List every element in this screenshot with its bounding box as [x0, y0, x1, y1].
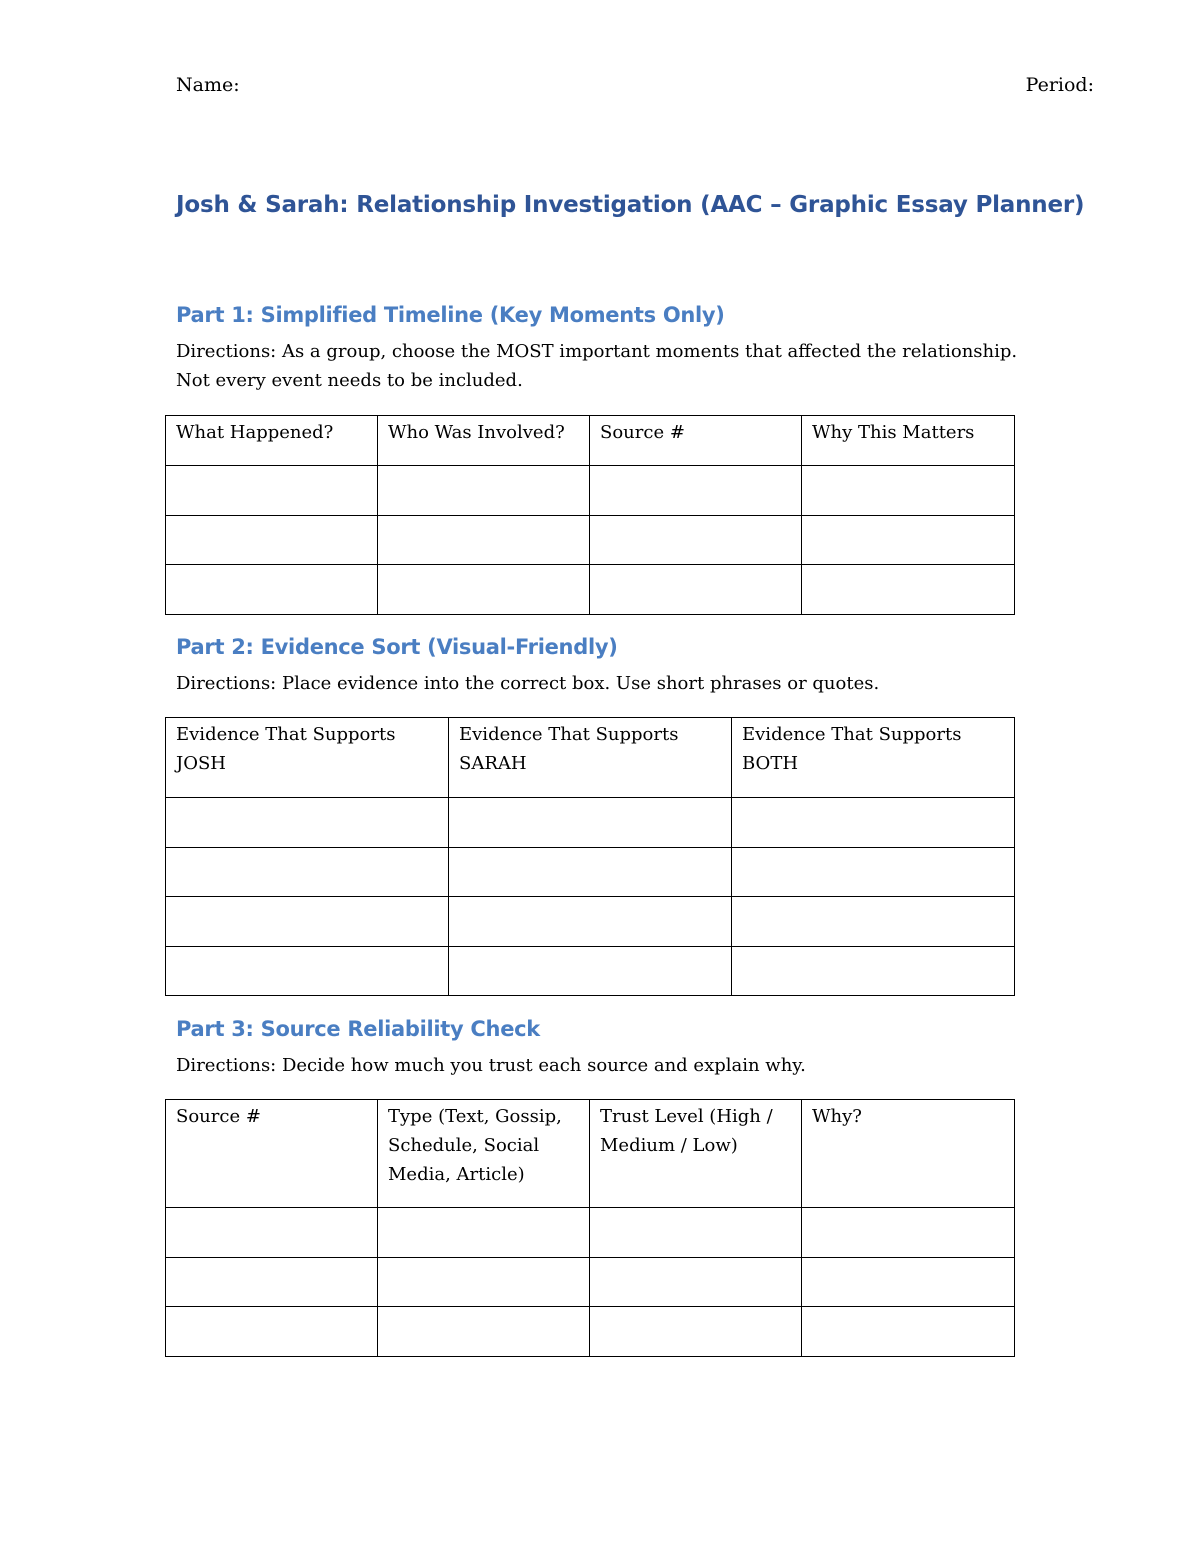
table-cell[interactable] [378, 466, 590, 516]
table-cell[interactable] [166, 947, 449, 996]
part3-heading: Part 3: Source Reliability Check [176, 1017, 540, 1041]
table-cell[interactable] [378, 516, 590, 565]
source-reliability-table [165, 1099, 1015, 1357]
part1-directions-line2: Not every event needs to be included. [176, 370, 523, 391]
timeline-table [165, 415, 1015, 615]
table-row [166, 1208, 1015, 1258]
name-label: Name: [176, 74, 240, 96]
col-header-line: Evidence That Supports [176, 724, 396, 745]
table-cell[interactable] [449, 897, 732, 947]
col-header-source-number: Source # [166, 1100, 378, 1208]
table-row [166, 516, 1015, 565]
table-cell[interactable] [590, 1258, 802, 1307]
period-label: Period: [1025, 74, 1094, 96]
table-cell[interactable] [802, 1307, 1015, 1357]
table-cell[interactable] [449, 848, 732, 897]
col-header-line: BOTH [742, 753, 799, 774]
table-row [166, 897, 1015, 947]
table-row [166, 1258, 1015, 1307]
table-cell[interactable] [166, 1307, 378, 1357]
table-cell[interactable] [802, 1258, 1015, 1307]
table-cell[interactable] [732, 897, 1015, 947]
table-cell[interactable] [378, 1307, 590, 1357]
table-cell[interactable] [732, 798, 1015, 848]
table-cell[interactable] [590, 565, 802, 615]
table-row [166, 798, 1015, 848]
col-header-supports-sarah [449, 718, 732, 798]
col-header-line: SARAH [459, 753, 527, 774]
table-cell[interactable] [166, 1258, 378, 1307]
table-cell[interactable] [590, 466, 802, 516]
part2-heading: Part 2: Evidence Sort (Visual-Friendly) [176, 635, 618, 659]
table-cell[interactable] [378, 565, 590, 615]
col-header-what-happened: What Happened? [166, 416, 378, 466]
table-cell[interactable] [166, 897, 449, 947]
table-header-row [166, 416, 1015, 466]
evidence-sort-table [165, 717, 1015, 996]
col-header-who-involved: Who Was Involved? [378, 416, 590, 466]
table-cell[interactable] [378, 1208, 590, 1258]
table-cell[interactable] [590, 1208, 802, 1258]
col-header-line: JOSH [176, 753, 227, 774]
table-row [166, 466, 1015, 516]
table-cell[interactable] [802, 466, 1015, 516]
table-cell[interactable] [449, 947, 732, 996]
part2-directions: Directions: Place evidence into the correct box. Use short phrases or quotes. [176, 673, 880, 694]
col-header-source-type: Type (Text, Gossip, Schedule, Social Media, Article) [378, 1100, 590, 1208]
table-cell[interactable] [166, 466, 378, 516]
table-cell[interactable] [802, 565, 1015, 615]
part3-directions: Directions: Decide how much you trust each source and explain why. [176, 1055, 806, 1076]
table-cell[interactable] [802, 516, 1015, 565]
col-header-source-number: Source # [590, 416, 802, 466]
col-header-line: Evidence That Supports [742, 724, 962, 745]
table-cell[interactable] [166, 565, 378, 615]
table-cell[interactable] [166, 798, 449, 848]
col-header-why: Why? [802, 1100, 1015, 1208]
table-header-row [166, 1100, 1015, 1208]
page-title: Josh & Sarah: Relationship Investigation (AAC – Graphic Essay Planner) [176, 192, 1085, 218]
col-header-supports-both [732, 718, 1015, 798]
table-cell[interactable] [166, 1208, 378, 1258]
part1-directions-line1: Directions: As a group, choose the MOST important moments that affected the relationship. [176, 341, 1018, 362]
table-row [166, 947, 1015, 996]
table-cell[interactable] [802, 1208, 1015, 1258]
table-row [166, 1307, 1015, 1357]
table-row [166, 848, 1015, 897]
part1-directions [176, 337, 1026, 395]
table-cell[interactable] [590, 516, 802, 565]
col-header-line: Evidence That Supports [459, 724, 679, 745]
table-header-row [166, 718, 1015, 798]
table-cell[interactable] [166, 516, 378, 565]
table-cell[interactable] [449, 798, 732, 848]
col-header-why-matters: Why This Matters [802, 416, 1015, 466]
table-cell[interactable] [590, 1307, 802, 1357]
part1-heading: Part 1: Simplified Timeline (Key Moments Only) [176, 303, 725, 327]
col-header-trust-level: Trust Level (High / Medium / Low) [590, 1100, 802, 1208]
table-cell[interactable] [732, 848, 1015, 897]
table-cell[interactable] [378, 1258, 590, 1307]
col-header-supports-josh [166, 718, 449, 798]
table-cell[interactable] [166, 848, 449, 897]
table-cell[interactable] [732, 947, 1015, 996]
table-row [166, 565, 1015, 615]
